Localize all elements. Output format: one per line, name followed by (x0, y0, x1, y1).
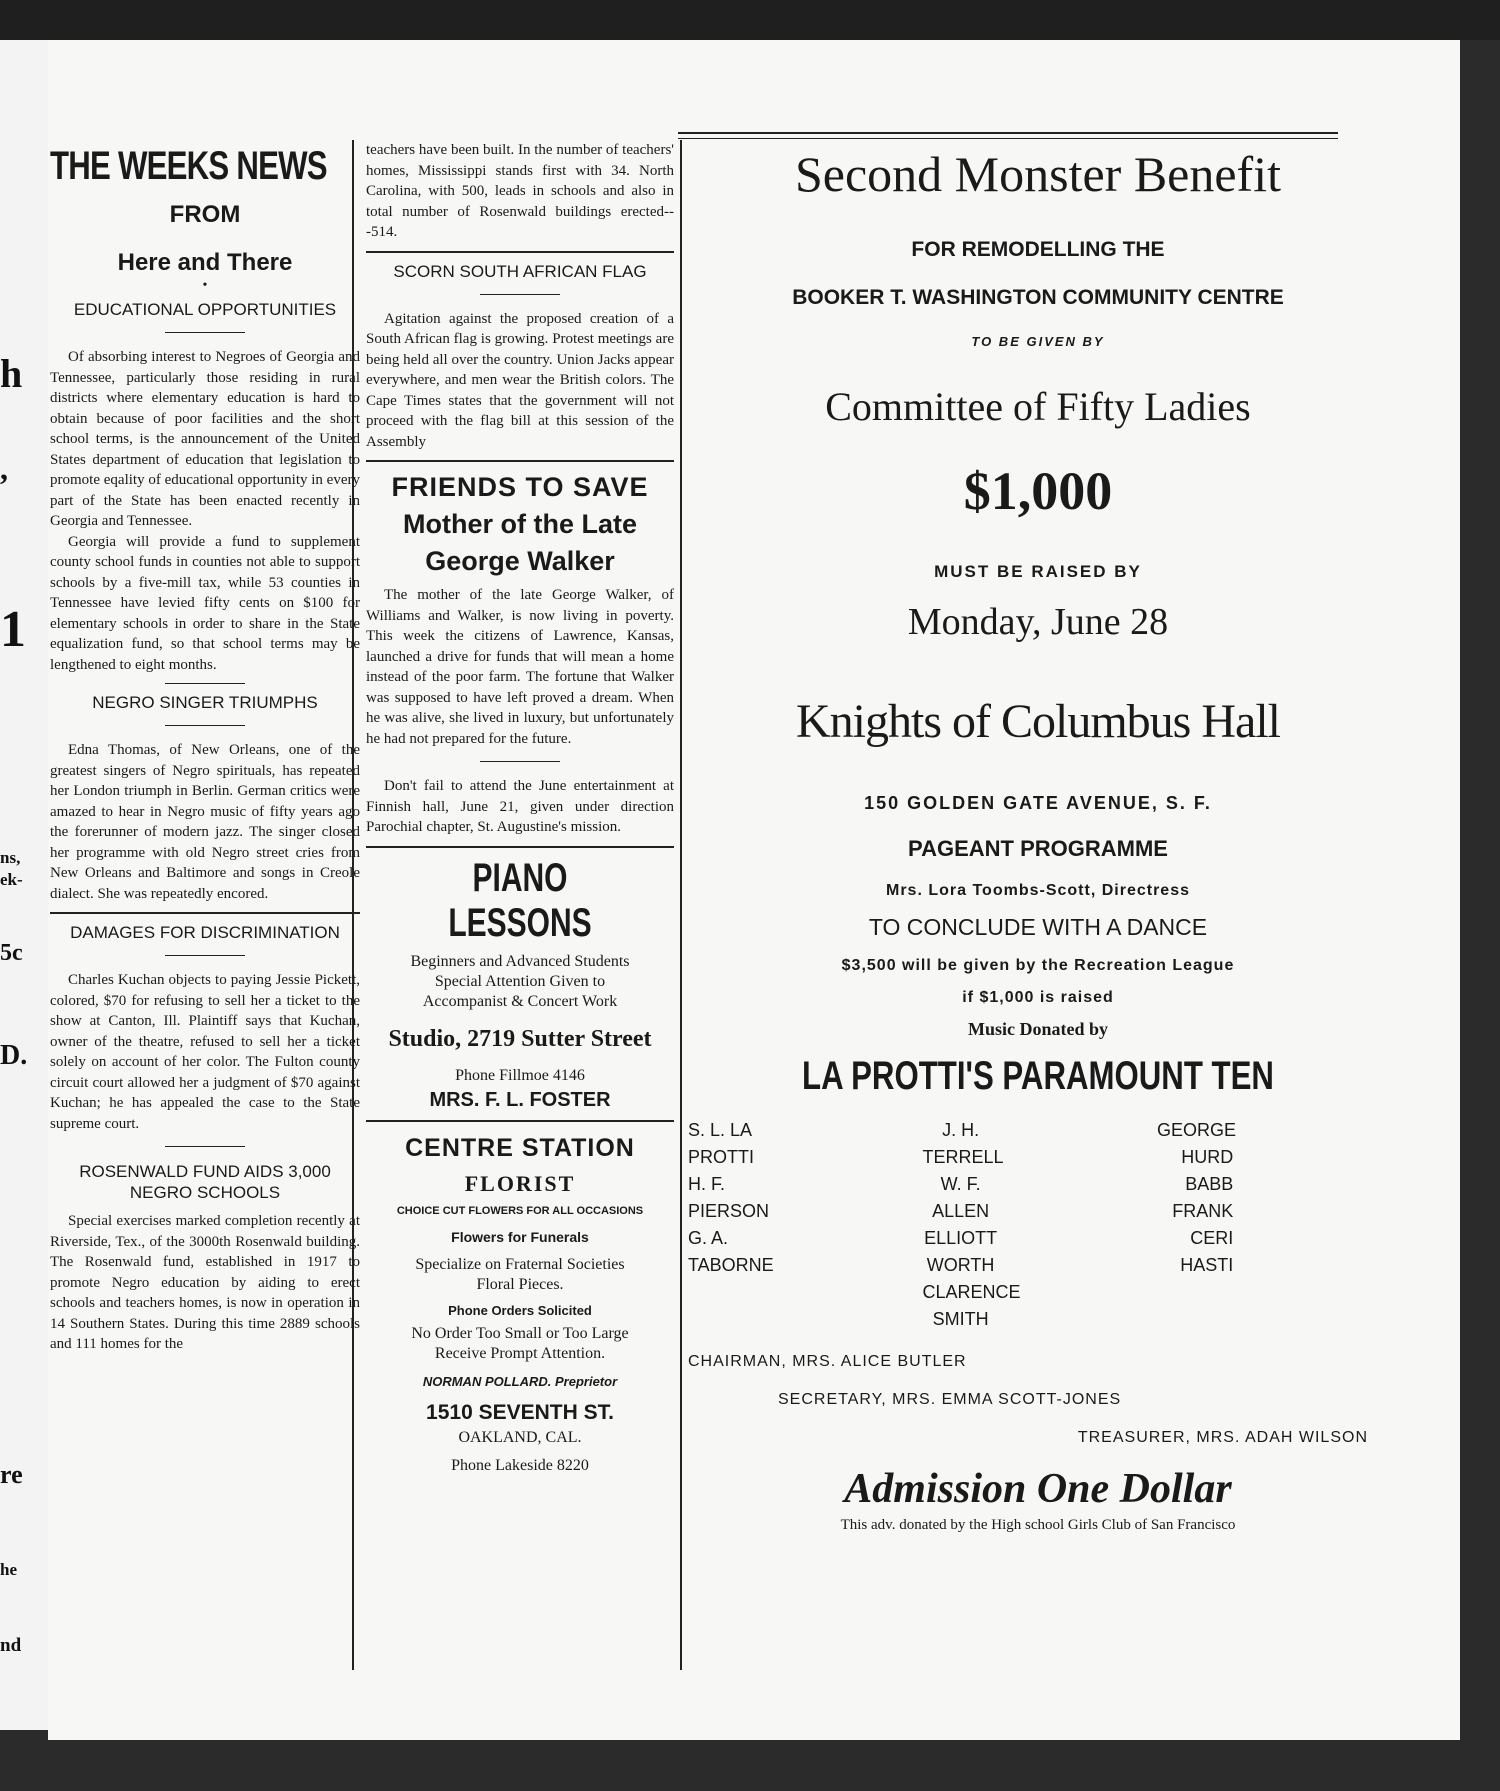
divider (366, 1120, 674, 1122)
ad-line: Special Attention Given to (434, 972, 606, 990)
ad-city: OAKLAND, CAL. (458, 1428, 582, 1446)
ad-line: Receive Prompt Attention. (434, 1344, 606, 1362)
masthead-rule (678, 132, 1338, 139)
margin-fragment: 5c (0, 940, 23, 966)
article-paragraph: Special exercises marked completion recently at Riverside, Tex., of the 3000th Rosenwald building. The Rosenwald fund, established in 1917 to promote Negro education by aiding to erect schools and teachers homes, is now in operation in 14 Southern States. During this time 2889 schools and 111 homes for the (50, 1213, 360, 1352)
ad-amount: $1,000 (963, 461, 1113, 521)
article-paragraph: Of absorbing interest to Negroes of Georgia and Tennessee, particularly those residing in rural districts where elementary education is hard to obtain because of poor facilities and the short school terms, is the announcement of the United States department of education that legislation to promote eqality of educational opportunity in every part of the State has been enacted recently in Georgia and Tennessee. (50, 349, 360, 529)
band-member: GEORGE HURD (1157, 1120, 1237, 1167)
margin-fragment: re (0, 1460, 23, 1489)
adjacent-page-edge (0, 40, 51, 1730)
margin-fragment: ns, (0, 848, 21, 867)
divider (366, 846, 674, 848)
band-member: BABB FRANK (1172, 1174, 1234, 1221)
ad-proprietor: NORMAN POLLARD. Preprietor (422, 1373, 618, 1389)
ad-date: Monday, June 28 (907, 601, 1169, 643)
ad-officer: TREASURER, MRS. ADAH WILSON (1077, 1429, 1368, 1446)
article-headline: George Walker (425, 546, 615, 576)
ad-line: Specialize on Fraternal Societies (415, 1255, 625, 1273)
article-paragraph: The mother of the late George Walker, of Williams and Walker, is now living in poverty. This week the citizens of Lawrence, Kansas, launched a drive for funds that will mean a home instead of the poor farm. The fortune that Walker was supposed to have left proved a dream. When he was alive, she lived in luxury, but unfortunately he had not prepared for the future. (366, 587, 674, 747)
article-headline: Mother of the Late (403, 509, 637, 539)
piano-lessons-ad (366, 856, 674, 1112)
florist-ad (366, 1134, 674, 1475)
masthead-subtitle: Here and There (117, 249, 293, 276)
band-member: W. F. ALLEN (932, 1174, 990, 1221)
ad-address: 1510 SEVENTH ST. (426, 1400, 614, 1424)
margin-fragment: D. (0, 1040, 28, 1071)
divider (165, 955, 245, 956)
ad-title: FLORIST (464, 1170, 576, 1196)
ad-title: CENTRE STATION (405, 1133, 635, 1162)
margin-fragment: 1 (0, 601, 26, 658)
article-headline: NEGRO SINGER TRIUMPHS (92, 693, 318, 712)
ad-line: Beginners and Advanced Students (410, 952, 630, 970)
ad-line: Mrs. Lora Toombs-Scott, Directress (886, 882, 1190, 899)
ad-line: TO CONCLUDE WITH A DANCE (868, 914, 1208, 940)
margin-fragment: , (0, 450, 8, 486)
ad-line: BOOKER T. WASHINGTON COMMUNITY CENTRE (792, 286, 1284, 309)
margin-fragment: he (0, 1560, 17, 1579)
article-paragraph: Don't fail to attend the June entertainment at Finnish hall, June 21, given under direction Parochial chapter, St. Augustine's mission. (366, 778, 674, 835)
ad-address: 150 GOLDEN GATE AVENUE, S. F. (864, 793, 1212, 813)
ad-line: Floral Pieces. (476, 1275, 564, 1293)
ad-line: FOR REMODELLING THE (911, 238, 1165, 261)
article-headline: DAMAGES FOR DISCRIMINATION (70, 923, 340, 942)
column-rule (680, 140, 682, 1670)
news-column: THE WEEKS NEWS FROM Here and There • EDUCATIONAL OPPORTUNITIES Of absorbing interest to Negroes of Georgia and Tennessee, particularly those residing in rural districts where elementary education is hard to obtain because of poor facilities and the short school terms, is the announcement of the United States department of education that legislation to promote eqality of educational opportunity in every part of the State has been enacted recently in Georgia and Tennessee. Georgia will provide a fund to supplement county school funds in counties not able to support schools by a five-mill tax, while 53 counties in Tennessee have levied fifty cents on $100 for elementary schools in order to share in the State equalization fund, so that school terms may be lengthened to eight months. NEGRO SINGER TRIUMPHS Edna Thomas, of New Orleans, one of the greatest singers of Negro spirituals, has repeated her London triumph in Berlin. German critics were amazed to hear in Negro music of fifty years ago the forerunner of modern jazz. The singer closed her programme with old Negro street cries from New Orleans and Baltimore and songs in Creole dialect. She was repeatedly encored. DAMAGES FOR DISCRIMINATION Charles Kuchan objects to paying Jessie Pickett, colored, $70 for refusing to sell her a ticket to the show at Canton, Ill. Plaintiff says that Kuchan, owner of the theatre, refused to sell her a ticket solely on account of her color. The Fulton county circuit court allowed her a judgment of $70 against Kuchan; he has appealed the case to the State supreme court. ROSENWALD FUND AIDS 3,000 NEGRO SCHOOLS Special exercises marked completion recently at Riverside, Tex., of the 3000th Rosenwald building. The Rosenwald fund, established in 1917 to promote Negro education by aiding to erect schools and teachers homes, is now in operation in 14 Southern States. During this time 2889 schools and 111 homes for the (50, 140, 360, 1355)
band-member: G. A. TABORNE (688, 1228, 774, 1275)
ad-address: Studio, 2719 Sutter Street (388, 1025, 652, 1052)
ad-officer: CHAIRMAN, MRS. ALICE BUTLER (688, 1353, 967, 1370)
article-paragraph: Georgia will provide a fund to supplement county school funds in counties not able to support schools by a five-mill tax, while 53 counties in Tennessee have levied fifty cents on $100 for elementary schools in order to share in the State equalization fund, so that school terms may be lengthened to eight months. (50, 533, 360, 673)
band-names-col (688, 1117, 919, 1333)
divider (165, 1146, 245, 1147)
masthead-from: FROM (169, 201, 241, 228)
ad-phone: Phone Fillmoe 4146 (455, 1066, 585, 1084)
ad-officer: SECRETARY, MRS. EMMA SCOTT-JONES (778, 1391, 1122, 1408)
ad-line: TO BE GIVEN BY (971, 334, 1105, 349)
ad-headline: Second Monster Benefit (794, 146, 1281, 202)
ad-title: PIANO LESSONS (448, 855, 592, 945)
ad-venue: Knights of Columbus Hall (795, 695, 1280, 748)
ad-line: Music Donated by (967, 1019, 1108, 1039)
article-headline: SCORN SOUTH AFRICAN FLAG (393, 261, 647, 281)
ad-credit: This adv. donated by the High school Girls Club of San Francisco (840, 1517, 1236, 1533)
ad-phone: Phone Lakeside 8220 (451, 1456, 589, 1474)
band-names-col (923, 1117, 1154, 1333)
band-member: H. F. PIERSON (688, 1174, 770, 1221)
divider (50, 912, 360, 914)
divider (480, 761, 560, 762)
divider (165, 683, 245, 684)
article-continuation: teachers have been built. In the number of teachers' homes, Mississippi stands first with 34. North Carolina, with 500, leads in schools and also in total number of Rosenwald buildings erected---514. (366, 142, 674, 240)
masthead-title: THE WEEKS NEWS (50, 144, 327, 188)
ad-line: PAGEANT PROGRAMME (908, 836, 1168, 861)
ad-line: Accompanist & Concert Work (422, 992, 618, 1010)
ad-line: No Order Too Small or Too Large (411, 1324, 629, 1342)
band-member: J. H. TERRELL (922, 1120, 1004, 1167)
article-headline: FRIENDS TO SAVE (391, 472, 649, 502)
scan-top-edge (0, 0, 1500, 40)
article-paragraph: Agitation against the proposed creation of a South African flag is growing. Protest meetings are being held all over the country. Union Jacks appear everywhere, and men wear the British colors. The Cape Times states that the government will not proceed with the flag bill at this session of the Assembly (366, 310, 674, 450)
ad-organizer: Committee of Fifty Ladies (825, 384, 1251, 429)
band-member: ELLIOTT WORTH (924, 1228, 998, 1275)
article-headline: EDUCATIONAL OPPORTUNITIES (73, 300, 337, 319)
benefit-advertisement (688, 140, 1388, 1534)
band-member: CERI HASTI (1180, 1228, 1234, 1275)
band-member: S. L. LA PROTTI (688, 1120, 754, 1167)
ad-admission: Admission One Dollar (844, 1466, 1232, 1512)
margin-fragment: h (0, 351, 23, 396)
newspaper-page (48, 40, 1460, 1740)
article-paragraph: Edna Thomas, of New Orleans, one of the greatest singers of Negro spirituals, has repeated her London triumph in Berlin. German critics were amazed to hear in Negro music of fifty years ago the forerunner of modern jazz. The singer closed her programme with old Negro street cries from New Orleans and Baltimore and songs in Creole dialect. She was repeatedly encored. (50, 742, 360, 902)
ad-band: LA PROTTI'S PARAMOUNT TEN (802, 1054, 1274, 1098)
article-headline: ROSENWALD FUND AIDS 3,000 NEGRO SCHOOLS (79, 1162, 331, 1202)
margin-fragment: ek- (0, 870, 23, 889)
band-members (688, 1117, 1388, 1333)
divider (366, 460, 674, 462)
divider (480, 294, 560, 295)
article-paragraph: Charles Kuchan objects to paying Jessie Pickett, colored, $70 for refusing to sell her a ticket to the show at Canton, Ill. Plaintiff says that Kuchan, owner of the theatre, refused to sell her a ticket solely on account of her color. The Fulton county circuit court allowed her a judgment of $70 against Kuchan; he has appealed the case to the State supreme court. (50, 972, 360, 1132)
ad-line: Flowers for Funerals (451, 1228, 589, 1245)
ad-line: CHOICE CUT FLOWERS FOR ALL OCCASIONS (396, 1204, 644, 1217)
margin-fragment: nd (0, 1635, 22, 1656)
ad-line: MUST BE RAISED BY (934, 562, 1142, 581)
news-column (366, 140, 674, 1475)
band-member: CLARENCE SMITH (922, 1282, 1021, 1329)
ad-line: $3,500 will be given by the Recreation League (841, 957, 1235, 974)
divider (165, 725, 245, 726)
divider (165, 332, 245, 333)
band-names-col (1157, 1117, 1388, 1333)
ad-line: Phone Orders Solicited (448, 1302, 592, 1318)
ad-line: if $1,000 is raised (962, 989, 1114, 1006)
divider (366, 251, 674, 253)
ad-name: MRS. F. L. FOSTER (429, 1088, 611, 1111)
